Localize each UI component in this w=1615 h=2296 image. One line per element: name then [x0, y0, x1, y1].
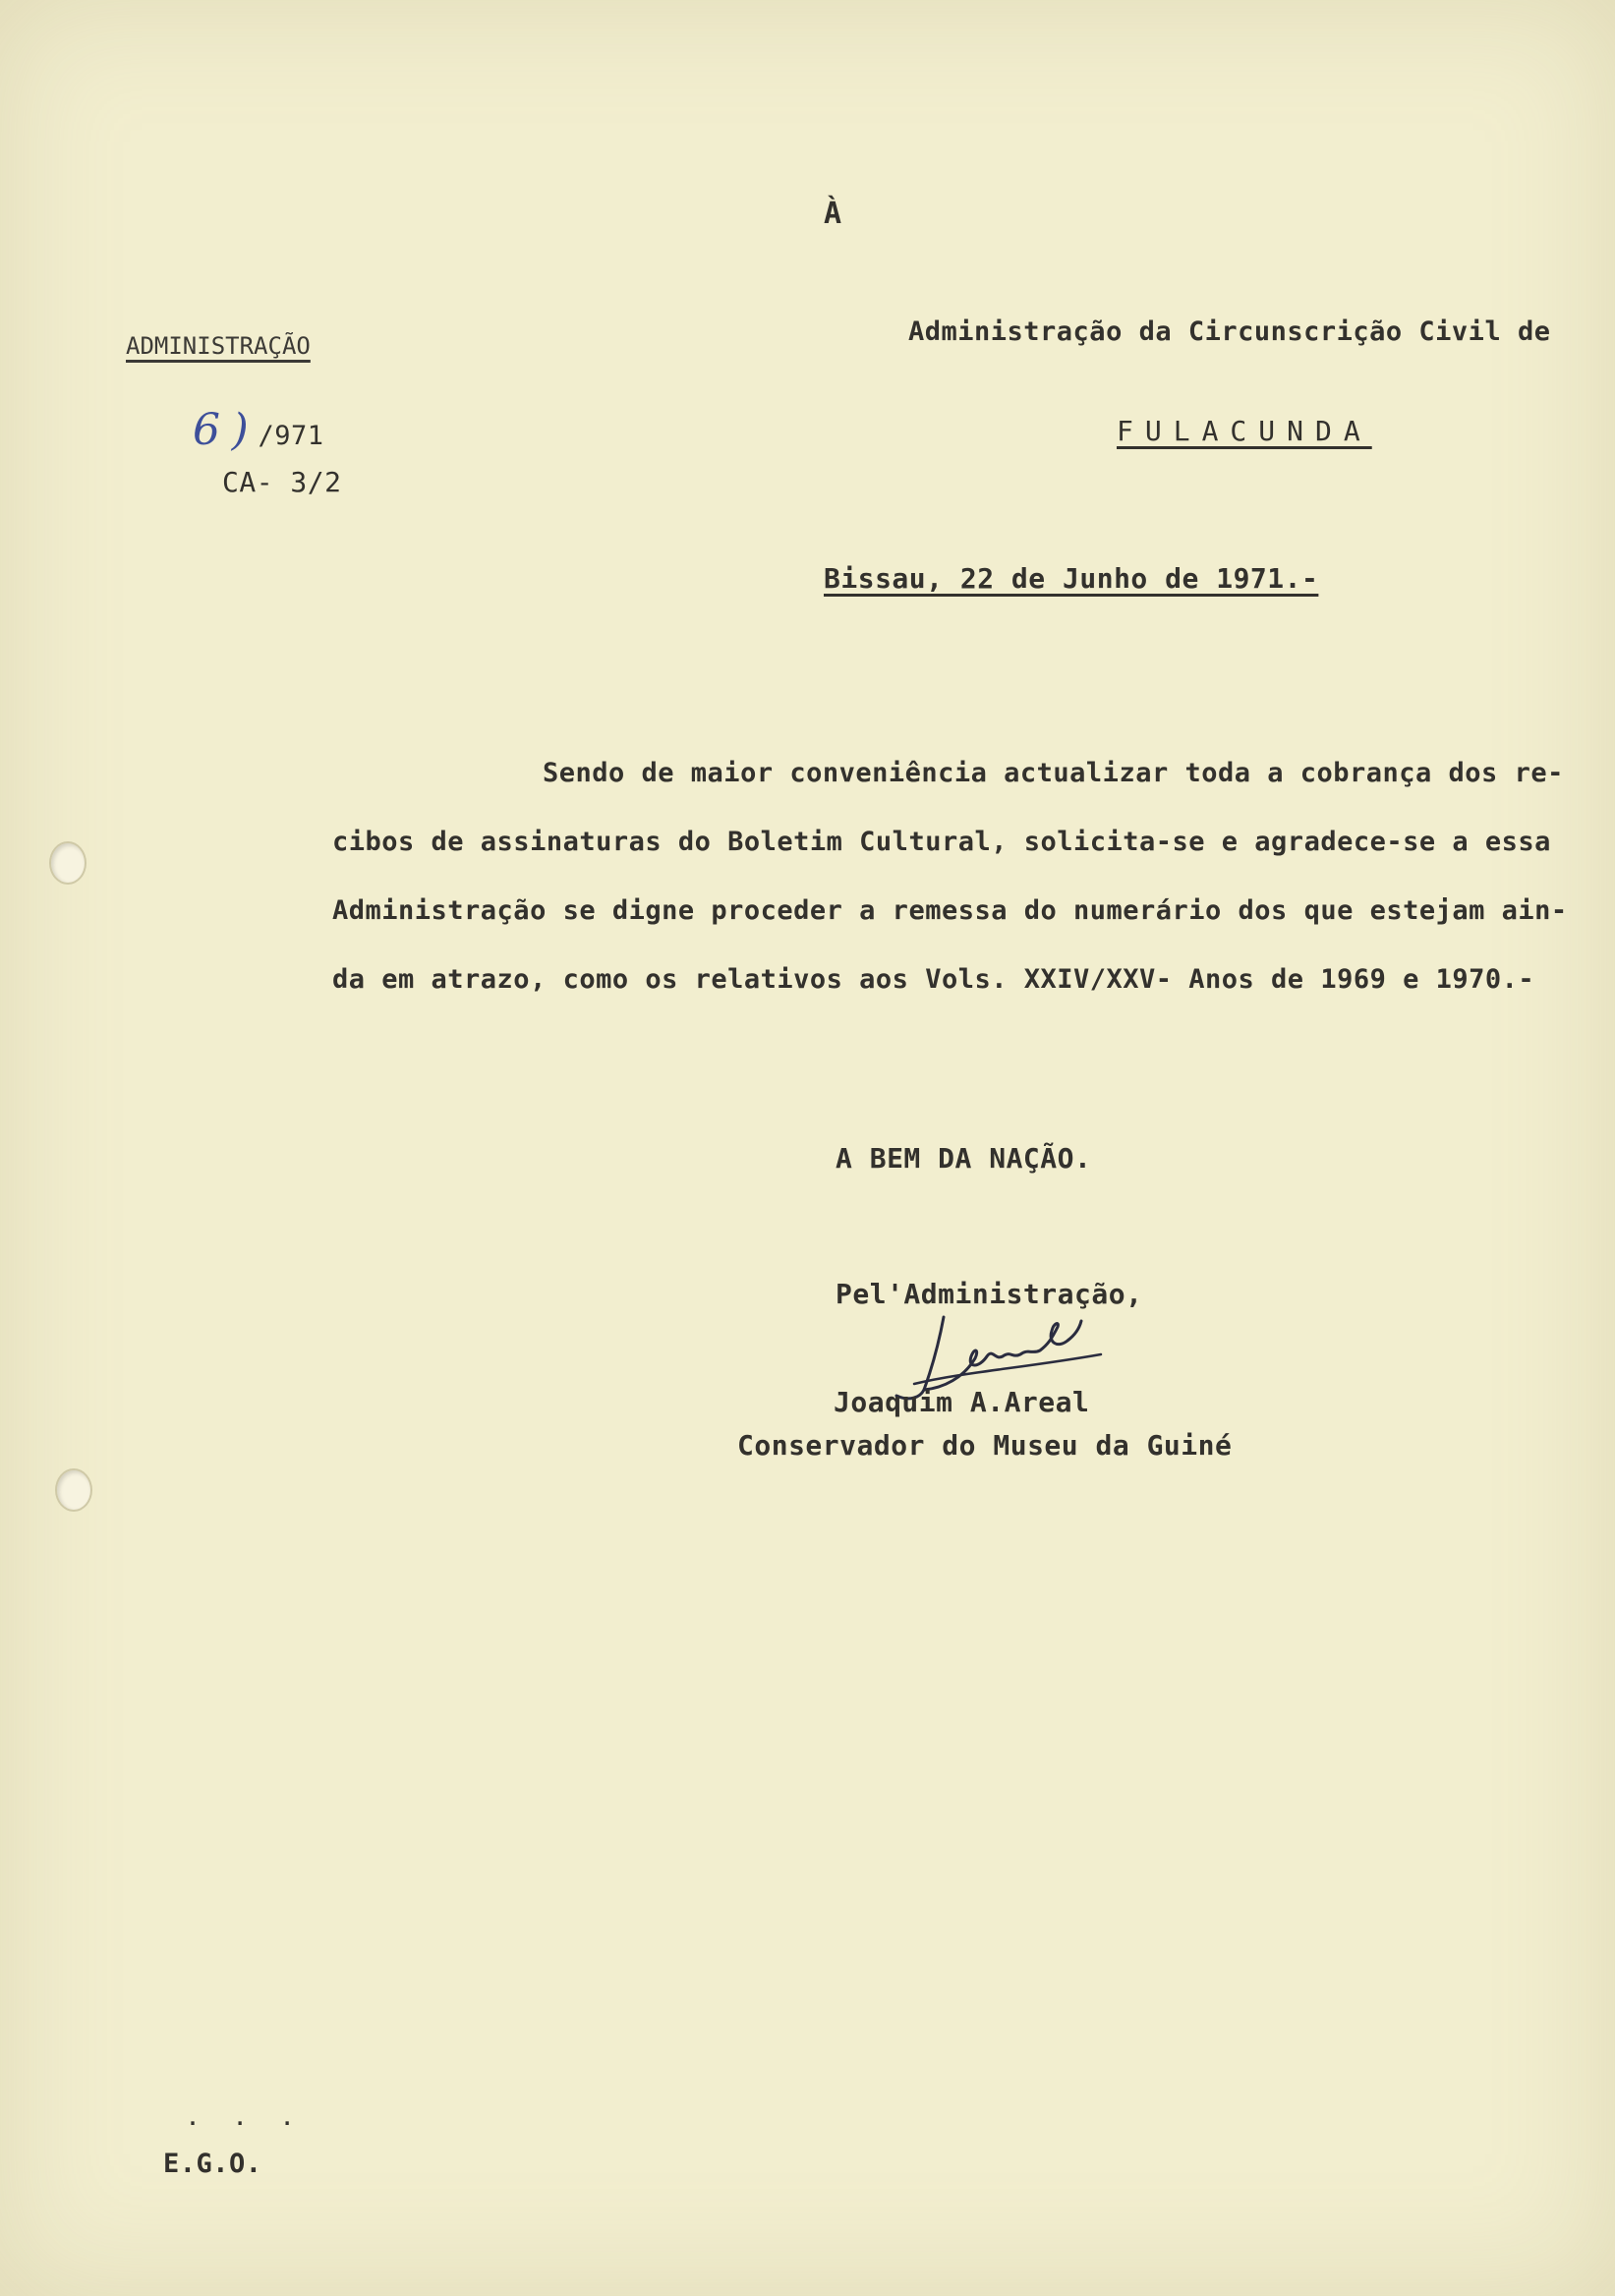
signed-for-line: Pel'Administração,	[836, 1278, 1143, 1310]
top-mark: À	[824, 197, 842, 231]
stamp-number-block	[193, 405, 323, 455]
punch-hole-bottom	[55, 1468, 92, 1512]
body-line-3: Administração se digne proceder a remessa do numerário dos que estejam ain-	[332, 895, 1568, 926]
signer-name: Joaquim A.Areal	[834, 1386, 1090, 1418]
footer-mark: E.G.O.	[163, 2149, 262, 2179]
body-line-4: da em atrazo, como os relativos aos Vols. XXIV/XXV- Anos de 1969 e 1970.-	[332, 964, 1535, 995]
stamp-heading: ADMINISTRAÇÃO	[126, 332, 311, 360]
body-line-2: cibos de assinaturas do Boletim Cultural, solicita-se e agradece-se a essa	[332, 827, 1551, 857]
handwritten-slash: )	[231, 405, 249, 455]
handwritten-number: 6	[193, 405, 220, 455]
stamp-year: /971	[258, 421, 324, 451]
punch-hole-top	[49, 841, 87, 885]
body-line-1: Sendo de maior conveniência actualizar toda a cobrança dos re-	[543, 758, 1564, 788]
date-line: Bissau, 22 de Junho de 1971.-	[824, 562, 1319, 595]
closing-line: A BEM DA NAÇÃO.	[836, 1142, 1092, 1175]
addressee-line: Administração da Circunscrição Civil de	[908, 316, 1551, 347]
footer-dots: . . .	[187, 2106, 306, 2130]
letter-body	[332, 739, 1568, 1014]
stamp-reference: CA- 3/2	[222, 466, 342, 498]
signer-title: Conservador do Museu da Guiné	[737, 1429, 1233, 1462]
addressee-place: FULACUNDA	[1117, 415, 1372, 447]
